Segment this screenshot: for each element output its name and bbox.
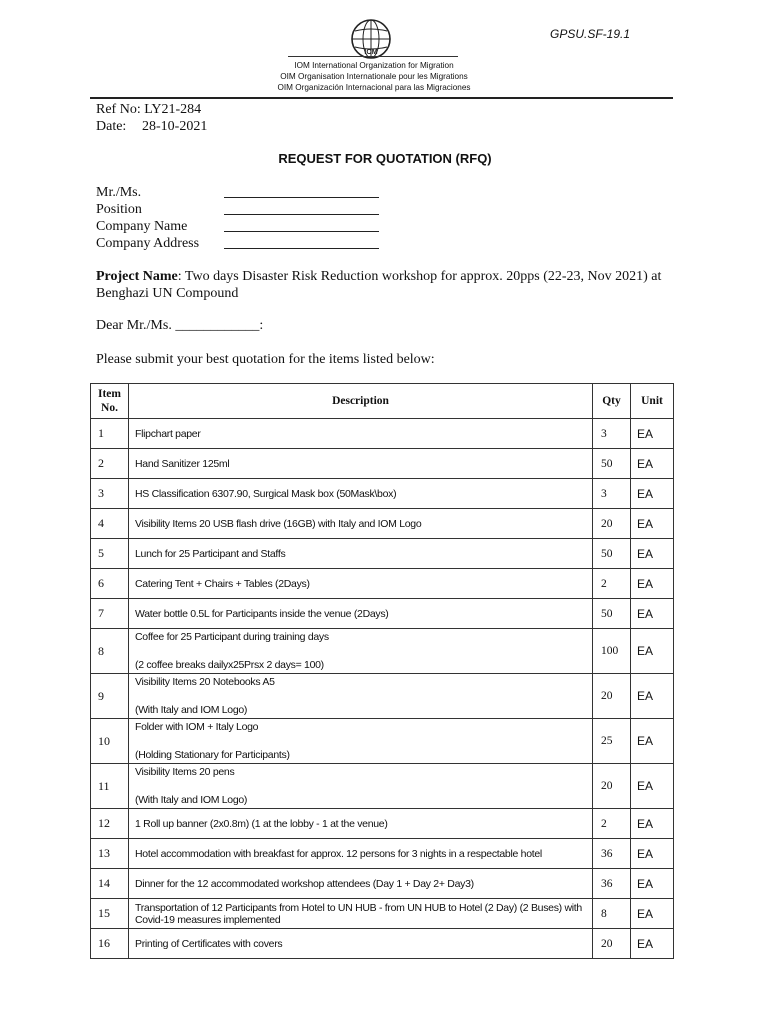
item-description-cell — [129, 599, 593, 629]
item-description-cell — [129, 629, 593, 674]
items-table — [90, 383, 674, 959]
iom-globe-logo — [350, 18, 392, 60]
table-row — [91, 599, 674, 629]
table-row — [91, 449, 674, 479]
field-label-position: Position — [96, 202, 142, 217]
table-row — [91, 839, 674, 869]
item-unit-cell: EA — [631, 449, 674, 479]
item-qty-cell: 36 — [593, 869, 631, 899]
item-description-cell — [129, 764, 593, 809]
item-qty-cell: 25 — [593, 719, 631, 764]
project-name — [96, 268, 681, 302]
org-name-en: IOM International Organization for Migration — [294, 61, 454, 70]
logo-divider — [288, 56, 458, 57]
item-qty-cell: 8 — [593, 899, 631, 929]
description-line: Water bottle 0.5L for Participants inside the venue (2Days) — [135, 607, 389, 620]
item-number-cell: 12 — [91, 809, 129, 839]
item-unit-cell: EA — [631, 674, 674, 719]
item-number-cell: 3 — [91, 479, 129, 509]
header-description: Description — [129, 384, 593, 419]
description-gap — [135, 688, 587, 704]
item-number-cell: 2 — [91, 449, 129, 479]
item-qty-cell: 36 — [593, 839, 631, 869]
item-description-cell — [129, 809, 593, 839]
description-line: Catering Tent + Chairs + Tables (2Days) — [135, 577, 310, 590]
item-number-cell: 6 — [91, 569, 129, 599]
description-line: (2 coffee breaks dailyx25Prsx 2 days= 100) — [135, 659, 324, 671]
ref-label: Ref No: — [96, 102, 141, 117]
item-description-cell — [129, 509, 593, 539]
header-unit: Unit — [631, 384, 674, 419]
description-line: (Holding Stationary for Participants) — [135, 749, 290, 761]
item-number-cell: 7 — [91, 599, 129, 629]
item-unit-cell: EA — [631, 509, 674, 539]
description-line: Visibility Items 20 USB flash drive (16GB) with Italy and IOM Logo — [135, 517, 422, 530]
item-number-cell: 5 — [91, 539, 129, 569]
item-number-cell: 11 — [91, 764, 129, 809]
item-number-cell: 1 — [91, 419, 129, 449]
item-unit-cell: EA — [631, 719, 674, 764]
field-label-company: Company Name — [96, 219, 188, 234]
recipient-fields — [96, 184, 379, 252]
description-line: Visibility Items 20 Notebooks A5 — [135, 676, 275, 688]
item-qty-cell: 3 — [593, 419, 631, 449]
item-qty-cell: 100 — [593, 629, 631, 674]
org-name-es: OIM Organización Internacional para las Migraciones — [277, 83, 471, 92]
table-row — [91, 929, 674, 959]
project-text: : Two days Disaster Risk Reduction workshop for approx. 20pps (22-23, Nov 2021) at Benghazi UN Compound — [96, 269, 662, 301]
item-number-cell: 13 — [91, 839, 129, 869]
item-qty-cell: 50 — [593, 449, 631, 479]
item-unit-cell: EA — [631, 809, 674, 839]
item-unit-cell: EA — [631, 899, 674, 929]
item-qty-cell: 2 — [593, 569, 631, 599]
description-line: 1 Roll up banner (2x0.8m) (1 at the lobby - 1 at the venue) — [135, 817, 388, 830]
form-code: GPSU.SF-19.1 — [550, 27, 631, 41]
description-line: Printing of Certificates with covers — [135, 937, 283, 950]
item-description-cell — [129, 719, 593, 764]
field-blank-position — [224, 201, 379, 215]
item-description-cell — [129, 569, 593, 599]
item-qty-cell: 20 — [593, 929, 631, 959]
item-description-cell — [129, 479, 593, 509]
item-unit-cell: EA — [631, 929, 674, 959]
description-line: Coffee for 25 Participant during training days — [135, 631, 329, 643]
item-unit-cell: EA — [631, 539, 674, 569]
table-row — [91, 479, 674, 509]
table-row — [91, 539, 674, 569]
description-line: Transportation of 12 Participants from Hotel to UN HUB - from UN HUB to Hotel (2 Day) (2 Buses) with Covid-19 measures implemented — [135, 901, 582, 926]
item-number-cell: 16 — [91, 929, 129, 959]
description-line: Visibility Items 20 pens — [135, 766, 235, 778]
description-line: (With Italy and IOM Logo) — [135, 704, 248, 716]
item-number-cell: 8 — [91, 629, 129, 674]
organization-names — [260, 60, 488, 93]
item-qty-cell: 50 — [593, 599, 631, 629]
header-divider — [90, 97, 673, 99]
instruction: Please submit your best quotation for the items listed below: — [96, 352, 435, 367]
table-row — [91, 809, 674, 839]
item-qty-cell: 20 — [593, 674, 631, 719]
item-qty-cell: 20 — [593, 509, 631, 539]
item-description-cell — [129, 899, 593, 929]
item-unit-cell: EA — [631, 599, 674, 629]
date-label: Date: — [96, 119, 127, 134]
table-row — [91, 674, 674, 719]
description-gap — [135, 733, 587, 749]
table-row — [91, 569, 674, 599]
header-item-no: Item No. — [91, 384, 129, 419]
item-description-cell — [129, 419, 593, 449]
item-unit-cell: EA — [631, 479, 674, 509]
item-unit-cell: EA — [631, 869, 674, 899]
org-name-fr: OIM Organisation Internationale pour les Migrations — [280, 72, 468, 81]
item-description-cell — [129, 929, 593, 959]
item-number-cell: 10 — [91, 719, 129, 764]
table-row — [91, 509, 674, 539]
description-line: Folder with IOM + Italy Logo — [135, 721, 259, 733]
item-unit-cell: EA — [631, 764, 674, 809]
table-row — [91, 869, 674, 899]
field-blank-address — [224, 235, 379, 249]
description-gap — [135, 778, 587, 794]
date-value: 28-10-2021 — [142, 119, 208, 134]
table-row — [91, 764, 674, 809]
item-unit-cell: EA — [631, 839, 674, 869]
item-number-cell: 14 — [91, 869, 129, 899]
logo-text: IOM — [364, 49, 378, 56]
description-line: Lunch for 25 Participant and Staffs — [135, 547, 286, 560]
item-qty-cell: 20 — [593, 764, 631, 809]
item-number-cell: 9 — [91, 674, 129, 719]
item-unit-cell: EA — [631, 629, 674, 674]
table-row — [91, 419, 674, 449]
description-line: Flipchart paper — [135, 427, 201, 440]
field-label-name: Mr./Ms. — [96, 185, 142, 200]
field-blank-company — [224, 218, 379, 232]
item-number-cell: 4 — [91, 509, 129, 539]
project-label: Project Name — [96, 269, 178, 284]
description-line: (With Italy and IOM Logo) — [135, 794, 248, 806]
item-description-cell — [129, 539, 593, 569]
items-table-body — [91, 419, 674, 959]
item-description-cell — [129, 839, 593, 869]
item-qty-cell: 2 — [593, 809, 631, 839]
item-unit-cell: EA — [631, 419, 674, 449]
salutation: Dear Mr./Ms. ____________: — [96, 318, 264, 333]
reference-block — [96, 101, 207, 135]
header-qty: Qty — [593, 384, 631, 419]
table-header-row — [91, 384, 674, 419]
table-row — [91, 719, 674, 764]
item-unit-cell: EA — [631, 569, 674, 599]
description-line: Hand Sanitizer 125ml — [135, 457, 230, 470]
item-description-cell — [129, 869, 593, 899]
description-line: Hotel accommodation with breakfast for approx. 12 persons for 3 nights in a respectable hotel — [135, 847, 542, 860]
document-title: REQUEST FOR QUOTATION (RFQ) — [278, 151, 492, 166]
item-description-cell — [129, 674, 593, 719]
description-gap — [135, 643, 587, 659]
item-qty-cell: 3 — [593, 479, 631, 509]
field-label-address: Company Address — [96, 236, 200, 251]
table-row — [91, 899, 674, 929]
description-line: HS Classification 6307.90, Surgical Mask box (50Mask\box) — [135, 487, 397, 500]
ref-value: LY21-284 — [144, 102, 202, 117]
description-line: Dinner for the 12 accommodated workshop attendees (Day 1 + Day 2+ Day3) — [135, 877, 474, 890]
table-row — [91, 629, 674, 674]
item-qty-cell: 50 — [593, 539, 631, 569]
item-number-cell: 15 — [91, 899, 129, 929]
field-blank-name — [224, 184, 379, 198]
item-description-cell — [129, 449, 593, 479]
